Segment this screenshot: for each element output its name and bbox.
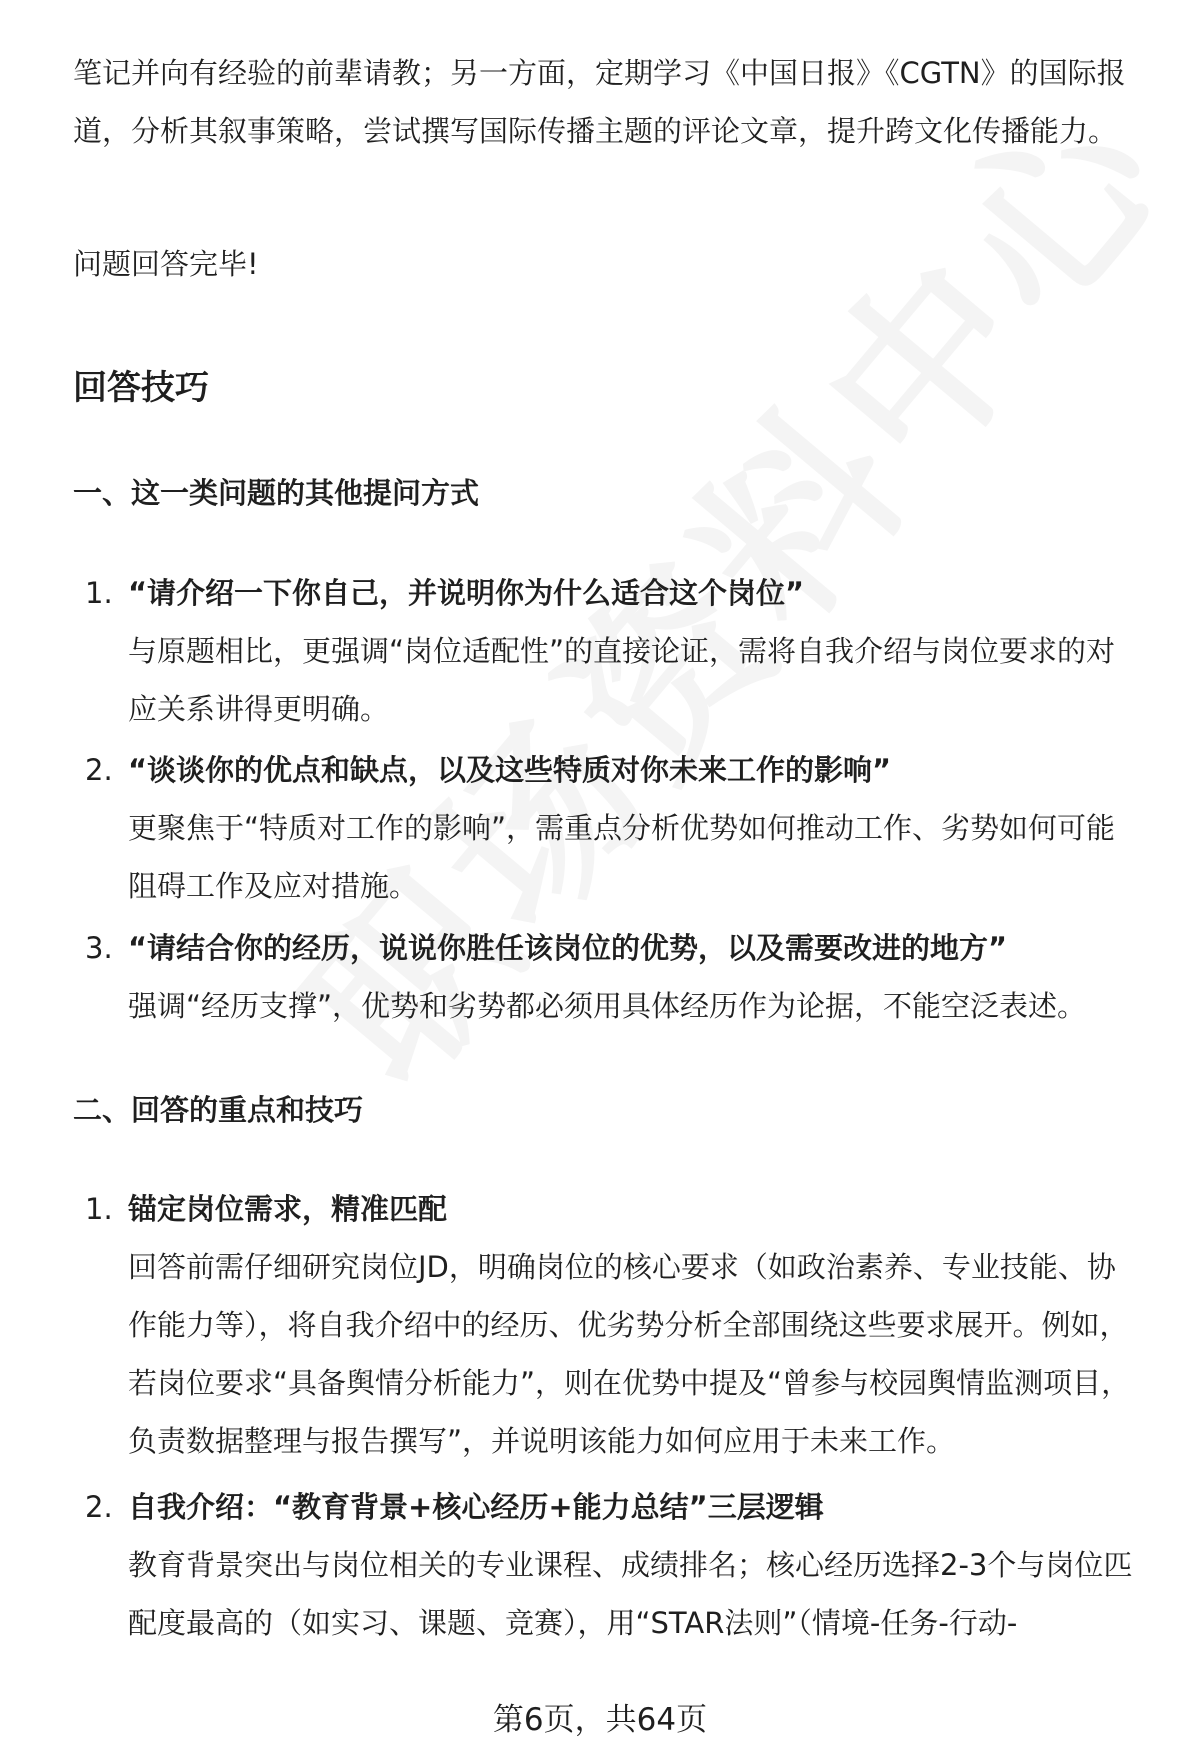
item-number: 2. — [85, 753, 113, 787]
closing-paragraph: 问题回答完毕! — [73, 247, 259, 281]
item-number: 2. — [85, 1490, 113, 1524]
item-title: 锚定岗位需求，精准匹配 — [128, 1192, 448, 1226]
section2-item-1 — [73, 1180, 1145, 1470]
item-title: “请介绍一下你自己，并说明你为什么适合这个岗位” — [128, 576, 805, 610]
item-body: 强调“经历支撑”，优势和劣势都必须用具体经历作为论据，不能空泛表述。 — [128, 989, 1087, 1023]
item-number: 1. — [85, 1192, 113, 1226]
section1-item-2 — [73, 741, 1145, 915]
continuation-paragraph: 笔记并向有经验的前辈请教；另一方面，定期学习《中国日报》《CGTN》的国际报道，分析其叙事策略，尝试撰写国际传播主题的评论文章，提升跨文化传播能力。 — [73, 56, 1126, 148]
item-body: 更聚焦于“特质对工作的影响”，需重点分析优势如何推动工作、劣势如何可能阻碍工作及应对措施。 — [128, 811, 1116, 903]
item-title: “谈谈你的优点和缺点，以及这些特质对你未来工作的影响” — [128, 753, 892, 787]
item-body: 教育背景突出与岗位相关的专业课程、成绩排名；核心经历选择2-3个与岗位匹配度最高的（如实习、课题、竞赛），用“STAR法则”（情境-任务-行动- — [128, 1548, 1133, 1640]
section1-item-3 — [73, 919, 1145, 1035]
item-title: “请结合你的经历，说说你胜任该岗位的优势，以及需要改进的地方” — [128, 931, 1008, 965]
page-footer: 第6页，共64页 — [492, 1702, 708, 1738]
section1-heading: 一、这一类问题的其他提问方式 — [73, 476, 480, 510]
section2-heading: 二、回答的重点和技巧 — [73, 1093, 364, 1127]
item-body: 与原题相比，更强调“岗位适配性”的直接论证，需将自我介绍与岗位要求的对应关系讲得更明确。 — [128, 634, 1116, 726]
item-number: 1. — [85, 576, 113, 610]
item-number: 3. — [85, 931, 113, 965]
item-body: 回答前需仔细研究岗位JD，明确岗位的核心要求（如政治素养、专业技能、协作能力等），将自我介绍中的经历、优劣势分析全部围绕这些要求展开。例如，若岗位要求“具备舆情分析能力”，则在优势中提及“曾参与校园舆情监测项目，负责数据整理与报告撰写”，并说明该能力如何应用于未来工作。 — [128, 1250, 1131, 1458]
main-heading: 回答技巧 — [73, 368, 209, 408]
item-title: 自我介绍：“教育背景+核心经历+能力总结”三层逻辑 — [128, 1490, 824, 1524]
section2-item-2 — [73, 1478, 1145, 1652]
section1-item-1 — [73, 564, 1145, 738]
